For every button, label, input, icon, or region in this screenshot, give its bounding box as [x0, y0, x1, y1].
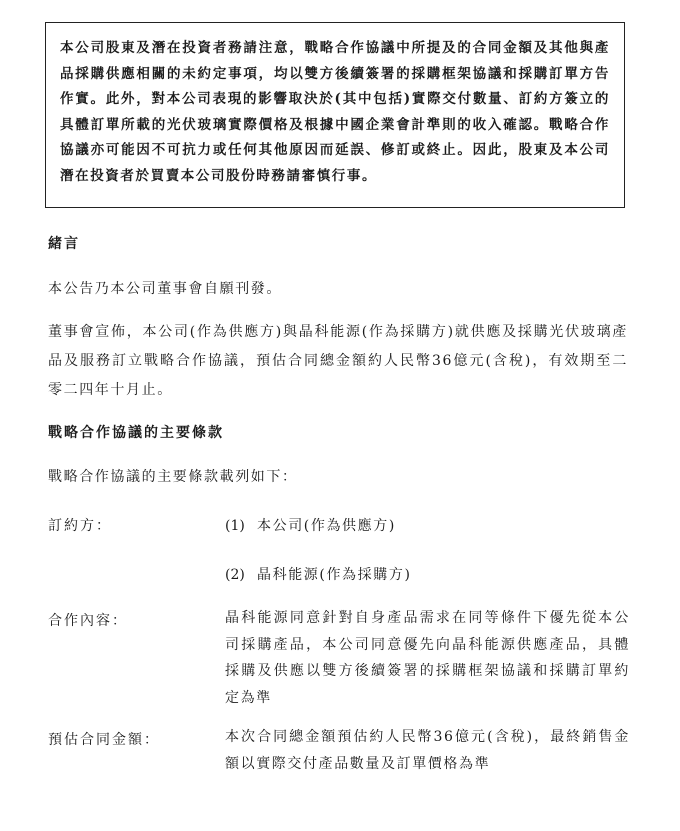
party-text: 晶科能源(作為採購方): [257, 567, 412, 583]
investor-warning-text: 本公司股東及潛在投資者務請注意，戰略合作協議中所提及的合同金額及其他與產品採購供應相關的未約定事項，均以雙方後續簽署的採購框架協議和採購訂單方告作實。此外，對本公司表現的影響取決於(其中包括)實際交付數量、訂約方簽立的具體訂單所載的光伏玻璃實際價格及根據中國企業會計準則的收入確認。戰略合作協議亦可能因不可抗力或任何其他原因而延誤、修訂或終止。因此，股東及本公司潛在投資者於買賣本公司股份時務請審慎行事。: [60, 40, 610, 184]
party-item: [225, 564, 412, 584]
investor-warning-box: [45, 22, 625, 208]
terms-heading: 戰略合作協議的主要條款: [48, 425, 224, 441]
cooperation-content-label: 合作內容：: [48, 613, 128, 629]
intro-paragraph-1: 本公告乃本公司董事會自願刊發。: [48, 281, 282, 297]
parties-label: 訂約方：: [48, 518, 112, 534]
intro-heading: 緒言: [48, 236, 80, 252]
party-number: (2): [225, 567, 245, 583]
contract-amount-label: 預估合同金額：: [48, 732, 160, 748]
party-item: [225, 515, 396, 535]
contract-amount-text: 本次合同總金額預估約人民幣36億元(含稅)，最終銷售金額以實際交付產品數量及訂單價格為準: [225, 729, 630, 772]
intro-paragraph-2: 董事會宣佈，本公司(作為供應方)與晶科能源(作為採購方)就供應及採購光伏玻璃產品及服務訂立戰略合作協議，預估合同總金額約人民幣36億元(含稅)，有效期至二零二四年十月止。: [48, 324, 628, 398]
terms-intro: 戰略合作協議的主要條款載列如下：: [48, 469, 298, 485]
party-text: 本公司(作為供應方): [257, 518, 396, 534]
cooperation-content-text: 晶科能源同意針對自身產品需求在同等條件下優先從本公司採購產品，本公司同意優先向晶科能源供應產品，具體採購及供應以雙方後續簽署的採購框架協議和採購訂單約定為準: [225, 610, 630, 706]
party-number: (1): [225, 518, 245, 534]
